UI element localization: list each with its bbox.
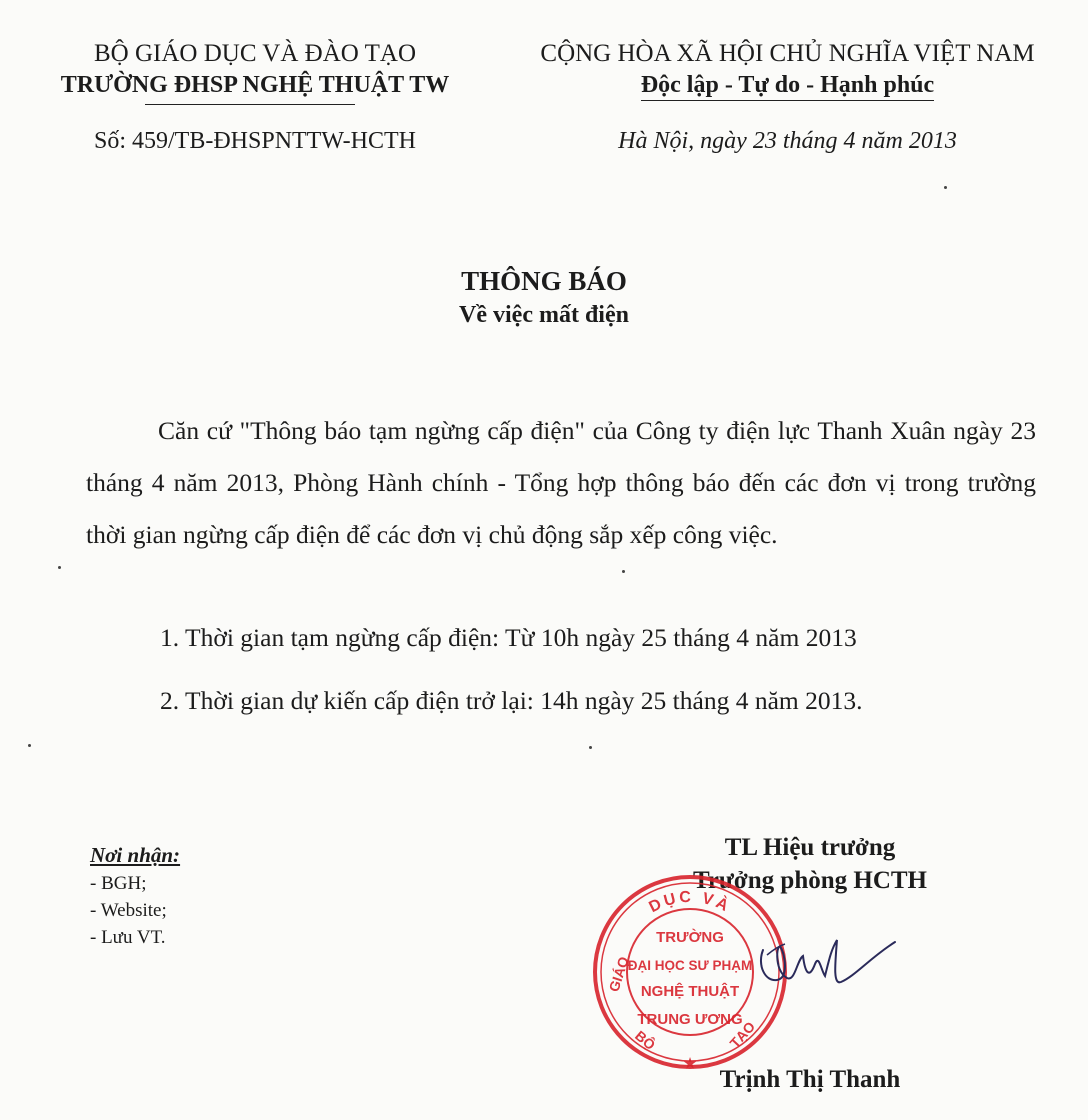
recipients-label-text: Nơi nhận: (90, 843, 181, 867)
stamp-inner-line4: TRUNG ƯƠNG (637, 1011, 743, 1028)
stamp-star-icon: ★ (683, 1055, 697, 1071)
stamp-inner-line3: NGHỆ THUẬT (640, 983, 740, 1000)
stamp-bottom-right-text: TẠO (726, 1018, 759, 1051)
signer-title-2: Trưởng phòng HCTH (693, 867, 927, 894)
recipients-label (90, 843, 180, 868)
list-item: 2. Thời gian dự kiến cấp điện trở lại: 14h ngày 25 tháng 4 năm 2013. (160, 686, 863, 715)
national-motto (505, 72, 1070, 99)
place-date: Hà Nội, ngày 23 tháng 4 năm 2013 (618, 128, 957, 154)
ministry-name: BỘ GIÁO DỤC VÀ ĐÀO TẠO (94, 40, 416, 67)
signer-title-1: TL Hiệu trưởng (724, 834, 896, 861)
recipient-item: - Website; (90, 900, 167, 921)
stamp-top-text: DỤC VÀ (646, 888, 734, 917)
svg-text:DỤC VÀ (646, 889, 734, 916)
scan-speck (622, 570, 625, 573)
recipient-item: - Lưu VT. (90, 927, 166, 948)
school-name-underline (145, 104, 355, 105)
signer-name: Trịnh Thị Thanh (719, 1066, 901, 1093)
school-name: TRƯỜNG ĐHSP NGHỆ THUẬT TW (60, 72, 450, 98)
list-item: 1. Thời gian tạm ngừng cấp điện: Từ 10h ngày 25 tháng 4 năm 2013 (160, 623, 857, 652)
document-number: Số: 459/TB-ĐHSPNTTW-HCTH (93, 128, 416, 154)
stamp-left-text: GIÁO (605, 954, 632, 994)
stamp-bottom-left-text: BỘ (632, 1027, 659, 1054)
recipient-item: - BGH; (90, 873, 147, 894)
scan-speck (944, 186, 947, 189)
stamp-inner-line1: TRƯỜNG (656, 929, 724, 946)
handwritten-signature (745, 920, 905, 1010)
scan-speck (28, 744, 31, 747)
scan-speck (589, 746, 592, 749)
body-paragraph: Căn cứ "Thông báo tạm ngừng cấp điện" của Công ty điện lực Thanh Xuân ngày 23 tháng 4 năm 2013, Phòng Hành chính - Tổng hợp thông báo đến các đơn vị trong trường thời gian ngừng cấp điện để các đơn vị chủ động sắp xếp công việc. (86, 416, 1036, 549)
national-title: CỘNG HÒA XÃ HỘI CHỦ NGHĨA VIỆT NAM (540, 40, 1035, 67)
scan-speck (58, 566, 61, 569)
document-subtitle: Về việc mất điện (459, 302, 629, 328)
stamp-inner-line2: ĐẠI HỌC SƯ PHẠM (627, 958, 753, 973)
national-motto-text: Độc lập - Tự do - Hạnh phúc (641, 72, 934, 101)
document-title: THÔNG BÁO (461, 266, 627, 296)
